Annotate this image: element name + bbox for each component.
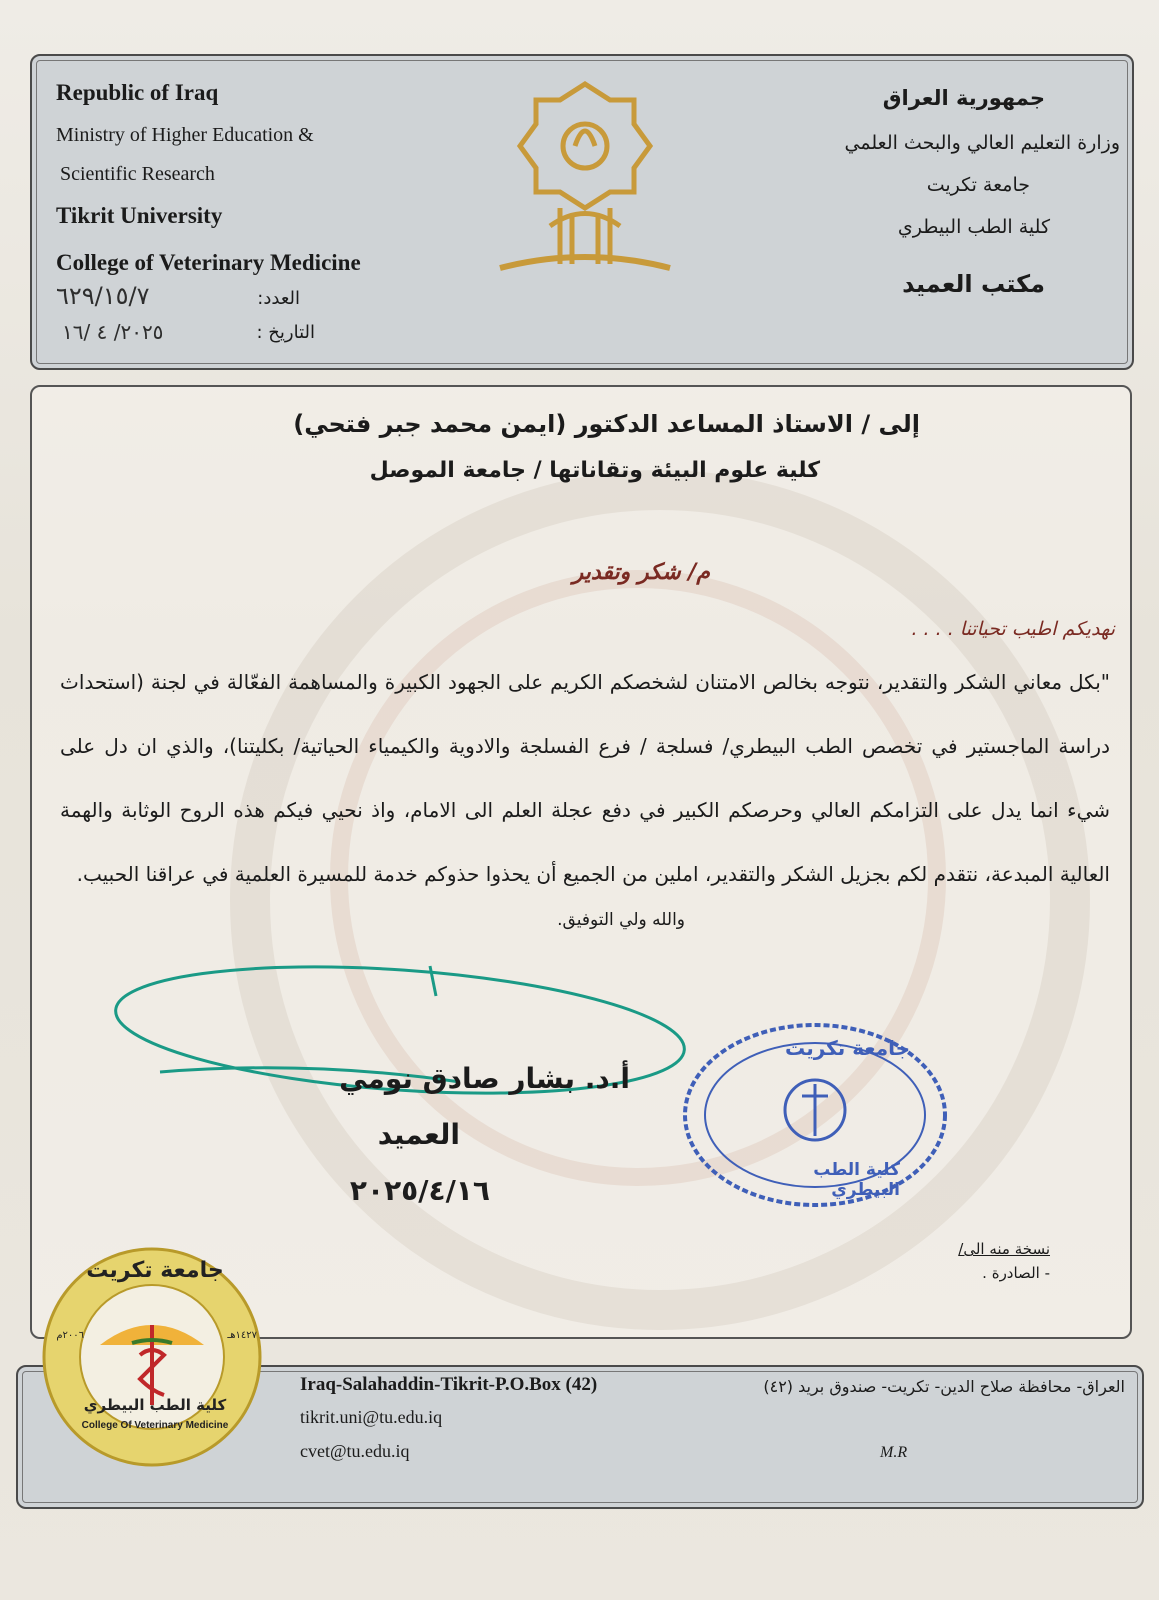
footer-initials: M.R: [880, 1444, 908, 1461]
header-ar-dean-office: مكتب العميد: [902, 270, 1045, 298]
stamp-text-bottom: كلية الطب البيطري: [813, 1160, 900, 1200]
seal-text-bottom: كلية الطب البيطري: [83, 1396, 227, 1414]
copy-to-label: نسخة منه الى/: [958, 1240, 1050, 1258]
letter-closing: والله ولي التوفيق.: [557, 910, 685, 930]
header-en-country: Republic of Iraq: [56, 80, 219, 105]
copy-to-item: - الصادرة .: [982, 1264, 1050, 1282]
date-label: التاريخ :: [256, 322, 315, 343]
signed-date: ٢٠٢٥/٤/١٦: [349, 1174, 490, 1207]
header-en-college: College of Veterinary Medicine: [56, 250, 361, 275]
seal-text-top: جامعة تكريت: [86, 1258, 224, 1283]
header-ar-college: كلية الطب البيطري: [897, 216, 1050, 238]
ref-label: العدد:: [257, 288, 300, 309]
letter-subject: م/ شكر وتقدير: [572, 560, 710, 585]
footer-email-university: tikrit.uni@tu.edu.iq: [300, 1407, 443, 1427]
signer-name: أ.د. بشار صادق نومي: [339, 1062, 630, 1095]
letter-greeting: نهديكم اطيب تحياتنا . . . .: [911, 618, 1115, 640]
header-en-university: Tikrit University: [56, 203, 223, 228]
header-ar-ministry: وزارة التعليم العالي والبحث العلمي: [844, 132, 1120, 154]
footer-address-en: Iraq-Salahaddin-Tikrit-P.O.Box (42): [300, 1374, 598, 1395]
seal-year-gregorian: ٢٠٠٦م: [56, 1330, 84, 1341]
seal-text-en: College Of Veterinary Medicine: [81, 1420, 229, 1431]
footer-address-ar: العراق- محافظة صلاح الدين- تكريت- صندوق بريد (٤٢): [763, 1377, 1125, 1396]
university-logo: [480, 76, 690, 286]
header-en-ministry-line2: Scientific Research: [60, 163, 215, 185]
footer-email-college: cvet@tu.edu.iq: [300, 1441, 410, 1461]
seal-year-hijri: ١٤٢٧هـ: [227, 1330, 257, 1341]
recipient-line2: كلية علوم البيئة وتقاناتها / جامعة الموصل: [369, 458, 820, 483]
stamp-text-top: جامعة تكريت: [785, 1036, 910, 1060]
header-ar-university: جامعة تكريت: [926, 174, 1030, 196]
ref-number: ٦٢٩/١٥/٧: [56, 282, 150, 310]
header-ar-country: جمهورية العراق: [882, 86, 1045, 110]
university-logo-icon: [480, 76, 690, 286]
date-value: ٢٠٢٥/ ٤ /١٦: [62, 320, 164, 344]
letter-body-text: "بكل معاني الشكر والتقدير، نتوجه بخالص الامتنان لشخصكم الكريم على الجهود الكبيرة والمساهمة الفعّالة في لجنة (استحداث دراسة الماجستير في تخصص الطب البيطري/ فسلجة / فرع الفسلجة والادوية والكيمياء الحياتية/ بكليتنا)، والذي ان دل على شيء انما يدل على التزامكم العالي وحرصكم الكبير في دفع عجلة العلم الى الامام، واذ نحيي فيكم هذه الروح الوثابة والهمة العالية المبدعة، نتقدم لكم بجزيل الشكر والتقدير، املين من الجميع أن يحذوا حذوكم خدمة للمسيرة العلمية في عراقنا الحبيب.: [60, 670, 1110, 886]
recipient-line1: إلى / الاستاذ المساعد الدكتور (ايمن محمد جبر فتحي): [293, 410, 920, 438]
signer-title: العميد: [377, 1118, 460, 1151]
header-en-ministry-line1: Ministry of Higher Education &: [56, 124, 314, 146]
